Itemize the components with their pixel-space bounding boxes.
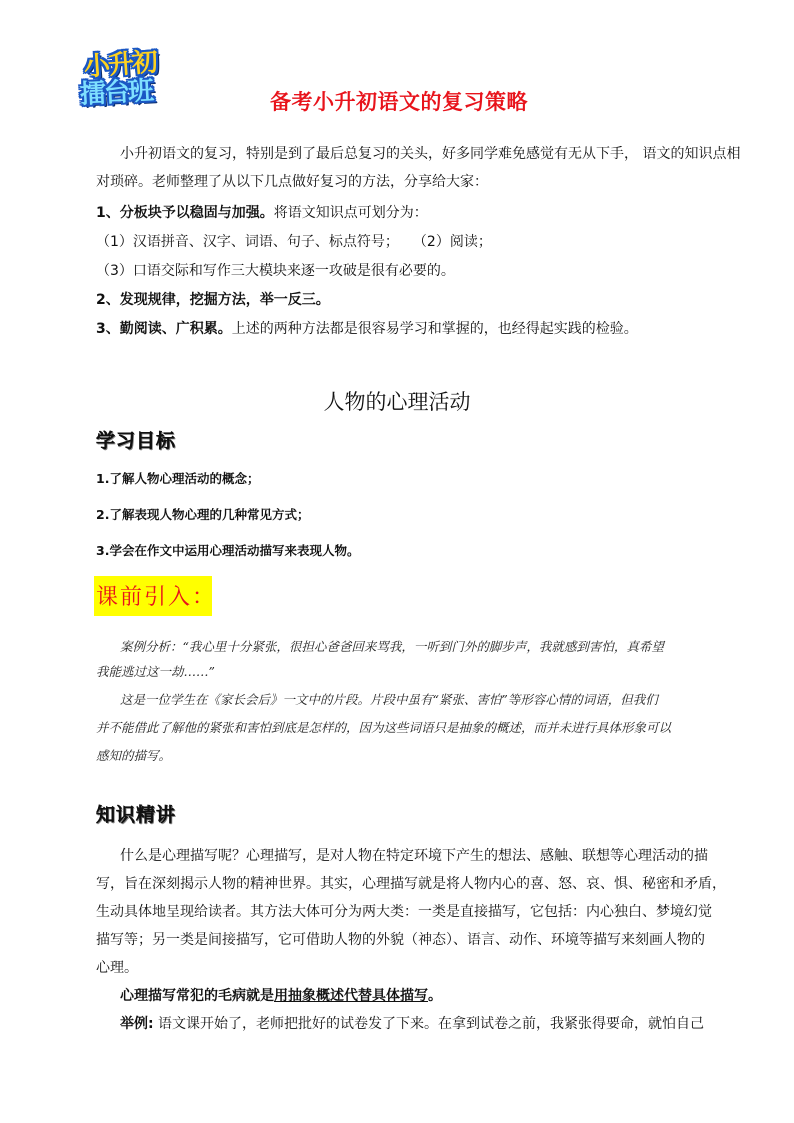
fault-suffix: 。	[428, 988, 442, 1004]
logo-text-line1: 小升初	[83, 47, 157, 83]
case-line-5: 感知的描写。	[96, 748, 172, 763]
goals-header: 学习目标	[96, 430, 177, 452]
tip-1-bold: 1、分板块予以稳固与加强。	[96, 205, 274, 221]
tip-1-sub-2-text: （3）口语交际和写作三大模块来逐一攻破是很有必要的。	[96, 263, 455, 279]
goal-item-2: 2.了解表现人物心理的几种常见方式；	[96, 507, 310, 522]
case-line-3: 这是一位学生在《家长会后》一文中的片段。片段中虽有“紧张、害怕”等形容心情的词语，但我们	[120, 692, 658, 707]
tip-2	[96, 290, 330, 310]
tip-2-bold: 2、发现规律，挖掘方法，举一反三。	[96, 292, 330, 308]
lead-in-label: 课前引入：	[96, 585, 217, 610]
section-title: 人物的心理活动	[323, 390, 471, 414]
intro-line-1: 小升初语文的复习，特别是到了最后总复习的关头，好多同学难免感觉有无从下手， 语文的知识点相	[120, 146, 741, 162]
tip-1-sub-2	[96, 261, 455, 281]
knowledge-line-5: 心理。	[96, 960, 138, 976]
fault-line	[120, 986, 442, 1006]
tip-1-rest: 将语文知识点可划分为：	[273, 205, 428, 221]
logo-text-line2: 擂台班	[79, 76, 153, 110]
tip-1-sub-1	[96, 232, 492, 252]
tip-3-bold: 3、勤阅读、广积累。	[96, 321, 232, 337]
intro-line-2: 对琐碎。老师整理了从以下几点做好复习的方法，分享给大家：	[96, 174, 488, 190]
tip-3-rest: 上述的两种方法都是很容易学习和掌握的，也经得起实践的检验。	[231, 321, 638, 337]
fault-underlined: 用抽象概述代替具体描写	[274, 988, 428, 1004]
knowledge-header: 知识精讲	[96, 804, 177, 826]
knowledge-line-1: 什么是心理描写呢？心理描写，是对人物在特定环境下产生的想法、感触、联想等心理活动的描	[120, 848, 708, 864]
knowledge-line-4: 描写等；另一类是间接描写，它可借助人物的外貌（神态）、语言、动作、环境等描写来刻画人物的	[96, 932, 705, 948]
knowledge-line-2: 写，旨在深刻揭示人物的精神世界。其实，心理描写就是将人物内心的喜、怒、哀、惧、秘密和矛盾，	[96, 876, 726, 892]
goal-item-3: 3.学会在作文中运用心理活动描写来表现人物。	[96, 543, 360, 558]
page-title: 备考小升初语文的复习策略	[270, 90, 528, 114]
fault-prefix: 心理描写常犯的毛病就是	[120, 988, 274, 1004]
example-line	[120, 1014, 704, 1034]
goal-item-1: 1.了解人物心理活动的概念；	[96, 471, 260, 486]
tip-3	[96, 319, 638, 339]
case-line-4: 并不能借此了解他的紧张和害怕到底是怎样的，因为这些词语只是抽象的概述，而并未进行具体形象可以	[96, 720, 672, 735]
tip-1	[96, 203, 428, 223]
tip-1-sub-1-text: （1）汉语拼音、汉字、词语、句子、标点符号； （2）阅读；	[96, 234, 492, 250]
case-line-2: 我能逃过这一劫……”	[96, 664, 215, 679]
example-text: 语文课开始了，老师把批好的试卷发了下来。在拿到试卷之前，我紧张得要命，就怕自己	[153, 1016, 705, 1032]
example-label: 举例:	[120, 1016, 154, 1032]
logo	[79, 47, 180, 110]
case-line-1: 案例分析：“我心里十分紧张，很担心爸爸回来骂我，一听到门外的脚步声，我就感到害怕，真希望	[120, 639, 664, 654]
knowledge-line-3: 生动具体地呈现给读者。其方法大体可分为两大类：一类是直接描写，它包括：内心独白、梦境幻觉	[96, 904, 712, 920]
